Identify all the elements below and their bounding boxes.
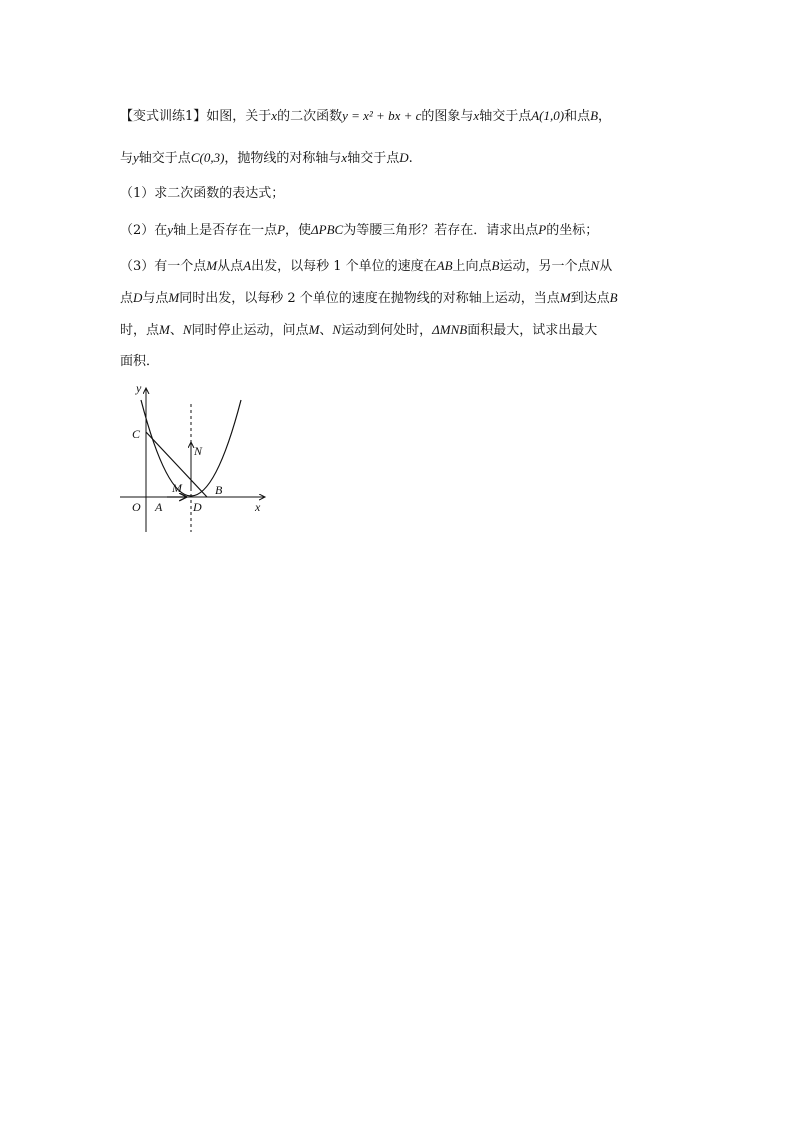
- math-var: ΔMNB: [432, 322, 468, 337]
- text-run: 如图，关于: [206, 109, 272, 124]
- label-b: B: [215, 483, 223, 497]
- question-3-line-4: [120, 354, 680, 370]
- label-y: y: [136, 381, 142, 395]
- text-run: 的图象与: [421, 109, 474, 124]
- math-var: x: [473, 108, 480, 123]
- text-run: 轴交于点: [138, 151, 191, 166]
- question-3-line-2: [120, 290, 680, 307]
- text-run: 时，点: [120, 323, 160, 338]
- problem-title: 【变式训练1】: [120, 109, 207, 124]
- text-run: （1）求二次函数的表达式；: [120, 186, 285, 201]
- math-var: M: [159, 322, 170, 337]
- text-run: .: [408, 151, 413, 166]
- text-run: ，: [598, 109, 612, 124]
- math-var: M: [206, 258, 218, 273]
- problem-statement-line-1: [120, 108, 680, 125]
- text-run: ，使: [285, 223, 312, 238]
- quadratic-formula: y = x² + bx + c: [342, 108, 422, 123]
- math-var: M: [559, 290, 571, 305]
- text-run: 同时停止运动，问点: [191, 323, 309, 338]
- text-run: 运动到何处时，: [341, 323, 433, 338]
- math-var: N: [182, 322, 192, 337]
- text-run: 轴上是否存在一点: [173, 223, 278, 238]
- point-c-coord: C(0,3): [190, 150, 225, 165]
- label-d: D: [193, 500, 202, 514]
- text-run: 面积．: [120, 354, 160, 369]
- text-run: （3）有一个点: [120, 259, 207, 274]
- math-var: M: [308, 322, 320, 337]
- text-run: 的坐标；: [546, 223, 599, 238]
- text-run: 从点: [217, 259, 244, 274]
- problem-statement-line-2: [120, 150, 680, 167]
- label-a: A: [155, 500, 163, 514]
- math-var: P: [277, 222, 286, 237]
- text-run: 、: [319, 323, 333, 338]
- math-var: N: [590, 258, 600, 273]
- text-run: 与: [120, 151, 134, 166]
- question-2: [120, 222, 680, 239]
- label-m: M: [172, 481, 182, 495]
- text-run: 面积最大，试求出最大: [467, 323, 598, 338]
- label-o: O: [132, 500, 141, 514]
- text-run: 轴交于点: [479, 109, 532, 124]
- text-run: （2）在: [120, 223, 168, 238]
- math-var: AB: [436, 258, 453, 273]
- text-run: 运动，另一个点: [499, 259, 591, 274]
- math-var: x: [341, 150, 348, 165]
- text-run: 与点: [142, 291, 169, 306]
- text-run: 的二次函数: [277, 109, 343, 124]
- parabola-figure: [110, 380, 275, 540]
- text-run: 轴交于点: [347, 151, 400, 166]
- math-var: y: [133, 150, 139, 165]
- text-run: 为等腰三角形？若存在．请求出点: [343, 223, 539, 238]
- text-run: 、: [169, 323, 183, 338]
- math-var: ΔPBC: [311, 222, 344, 237]
- math-var: B: [491, 258, 500, 273]
- math-var: M: [168, 290, 180, 305]
- math-var: D: [133, 290, 143, 305]
- label-n: N: [194, 444, 203, 458]
- text-run: 同时出发，以每秒 2 个单位的速度在抛物线的对称轴上运动，当点: [179, 291, 560, 306]
- text-run: 从: [599, 259, 613, 274]
- label-x: x: [255, 500, 261, 514]
- math-var: P: [538, 222, 547, 237]
- math-var: B: [609, 290, 618, 305]
- text-run: 和点: [564, 109, 591, 124]
- math-var: x: [271, 108, 278, 123]
- text-run: 出发，以每秒 1 个单位的速度在: [251, 259, 437, 274]
- math-var: N: [332, 322, 342, 337]
- text-run: 到达点: [570, 291, 610, 306]
- question-1: [120, 186, 680, 202]
- question-3-line-3: [120, 322, 680, 339]
- point-a-coord: A(1,0): [531, 108, 565, 123]
- text-run: 点: [120, 291, 134, 306]
- math-var: A: [243, 258, 252, 273]
- math-var: y: [167, 222, 174, 237]
- text-run: 上向点: [452, 259, 492, 274]
- math-var: B: [590, 108, 599, 123]
- text-run: ，抛物线的对称轴与: [224, 151, 342, 166]
- math-var: D: [399, 150, 409, 165]
- question-3-line-1: [120, 258, 680, 275]
- label-c: C: [132, 427, 141, 441]
